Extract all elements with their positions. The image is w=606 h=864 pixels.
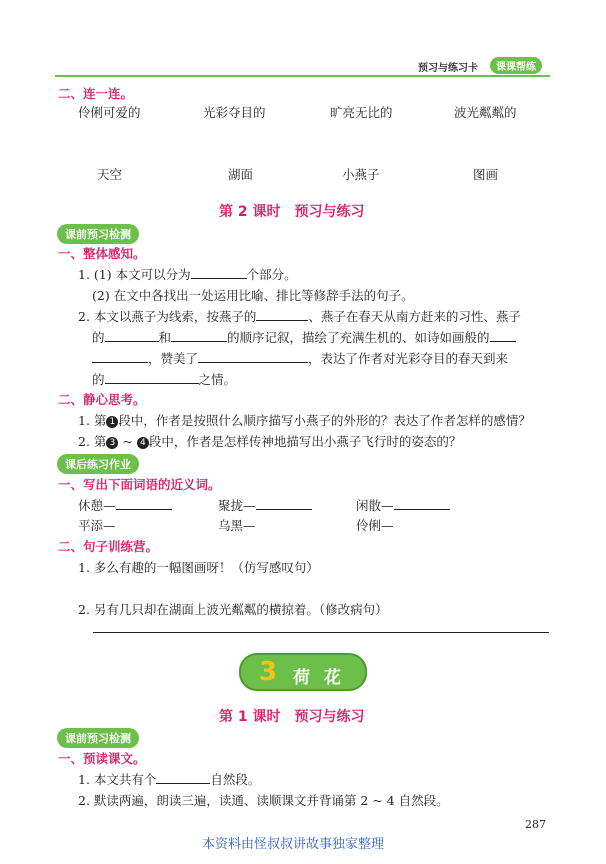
think-2-pre: 2. 第 xyxy=(78,434,107,449)
read-1-pre: 1. 本文共有个 xyxy=(78,772,157,787)
think-1 xyxy=(78,411,531,429)
q2-blank-2[interactable] xyxy=(105,330,159,342)
syn-4-label: 平添— xyxy=(78,518,116,533)
lesson3-pre-badge: 课前预习检测 xyxy=(57,728,139,748)
lesson2-pre-badge: 课前预习检测 xyxy=(57,224,139,244)
syn-3-blank[interactable] xyxy=(394,498,450,510)
footer-credit: 本资料由怪叔叔讲故事独家整理 xyxy=(202,837,385,852)
q2-line1 xyxy=(78,307,521,325)
q2-line2-a: 的 xyxy=(92,330,105,345)
lesson2-sec2-heading: 二、静心思考。 xyxy=(58,392,146,407)
syn-6 xyxy=(356,516,394,534)
connect-bottom-4: 图画 xyxy=(473,167,499,182)
think-2-sep: ~ xyxy=(118,434,137,449)
syn-3-label: 闲散— xyxy=(356,498,394,513)
q1a xyxy=(78,265,297,283)
lesson2-sec1-heading: 一、整体感知。 xyxy=(58,246,146,261)
q1a-blank[interactable] xyxy=(191,267,247,279)
q2-blank-1[interactable] xyxy=(256,309,308,321)
q2-line1-pre: 2. 本文以燕子为线索，按燕子的 xyxy=(78,309,257,324)
sentence-1: 1. 多么有趣的一幅图画呀！（仿写感叹句） xyxy=(78,560,319,575)
q2-line2 xyxy=(92,328,516,346)
connect-top-3: 旷亮无比的 xyxy=(330,105,393,120)
para-3-marker: 3 xyxy=(106,437,118,449)
syn-2-label: 聚拢— xyxy=(218,498,256,513)
q2-line4-a: 的 xyxy=(92,372,105,387)
think-2 xyxy=(78,432,461,450)
q2-blank-5[interactable] xyxy=(92,351,148,363)
syn-1 xyxy=(78,496,172,514)
q2-blank-3[interactable] xyxy=(171,330,227,342)
page-number: 287 xyxy=(525,818,546,831)
q1b: (2) 在文中各找出一处运用比喻、排比等修辞手法的句子。 xyxy=(92,288,414,303)
q2-line3 xyxy=(92,349,508,367)
read-2: 2. 默读两遍，朗读三遍，读通、读顺课文并背诵第 2 ~ 4 自然段。 xyxy=(78,793,449,808)
connect-bottom-2: 湖面 xyxy=(228,167,254,182)
answer-line[interactable] xyxy=(93,632,549,633)
q2-line3-a: ，赞美了 xyxy=(148,351,199,366)
para-4-marker: 4 xyxy=(137,437,149,449)
think-1-post: 段中，作者是按照什么顺序描写小燕子的外形的？表达了作者怎样的感情？ xyxy=(118,413,531,428)
header-rule xyxy=(55,75,550,77)
para-1-marker: 1 xyxy=(106,416,118,428)
lesson3-name: 荷 花 xyxy=(293,668,345,688)
lesson3-number: 3 xyxy=(259,657,278,687)
q2-line3-b: ，表达了作者对光彩夺目的春天到来 xyxy=(308,351,509,366)
syn-1-blank[interactable] xyxy=(116,498,172,510)
q1a-pre: 1. (1) 本文可以分为 xyxy=(78,267,191,282)
syn-5 xyxy=(218,516,256,534)
lesson3-sec1-heading: 一、预读课文。 xyxy=(58,751,146,766)
header-badge: 课课帮练 xyxy=(490,57,542,74)
read-1 xyxy=(78,770,260,788)
lesson2-title: 第 2 课时 预习与练习 xyxy=(219,204,365,220)
q2-line4 xyxy=(92,370,236,388)
read-1-blank[interactable] xyxy=(156,772,210,784)
read-1-post: 自然段。 xyxy=(210,772,261,787)
connect-bottom-1: 天空 xyxy=(97,167,123,182)
think-1-pre: 1. 第 xyxy=(78,413,107,428)
syn-2-blank[interactable] xyxy=(256,498,312,510)
sentence-2: 2. 另有几只却在湖面上波光粼粼的横掠着。（修改病句） xyxy=(78,602,388,617)
sentence-heading: 二、句子训练营。 xyxy=(58,539,159,554)
q2-blank-7[interactable] xyxy=(105,372,199,384)
connect-top-4: 波光粼粼的 xyxy=(454,105,517,120)
q2-blank-6[interactable] xyxy=(198,351,308,363)
lesson2-post-badge: 课后练习作业 xyxy=(57,454,139,474)
q1a-post: 个部分。 xyxy=(246,267,297,282)
syn-6-label: 伶俐— xyxy=(356,518,394,533)
lesson3-title: 第 1 课时 预习与练习 xyxy=(219,709,365,725)
lesson3-banner xyxy=(239,653,367,691)
q2-blank-4[interactable] xyxy=(490,330,516,342)
syn-1-label: 休憩— xyxy=(78,498,116,513)
syn-5-label: 乌黑— xyxy=(218,518,256,533)
connect-top-2: 光彩夺目的 xyxy=(203,105,266,120)
syn-3 xyxy=(356,496,450,514)
q2-line2-c: 的顺序记叙，描绘了充满生机的、如诗如画般的 xyxy=(227,330,490,345)
syn-2 xyxy=(218,496,312,514)
connect-bottom-3: 小燕子 xyxy=(342,167,380,182)
synonym-heading: 一、写出下面词语的近义词。 xyxy=(58,477,221,492)
header-label: 预习与练习卡 xyxy=(418,63,478,74)
syn-4 xyxy=(78,516,116,534)
q2-line2-b: 和 xyxy=(158,330,172,345)
connect-heading: 二、连一连。 xyxy=(58,86,134,101)
q2-line4-b: 之情。 xyxy=(198,372,237,387)
q2-line1-post: 、燕子在春天从南方赶来的习性、燕子 xyxy=(308,309,521,324)
think-2-post: 段中，作者是怎样传神地描写出小燕子飞行时的姿态的？ xyxy=(148,434,462,449)
connect-top-1: 伶俐可爱的 xyxy=(78,105,141,120)
